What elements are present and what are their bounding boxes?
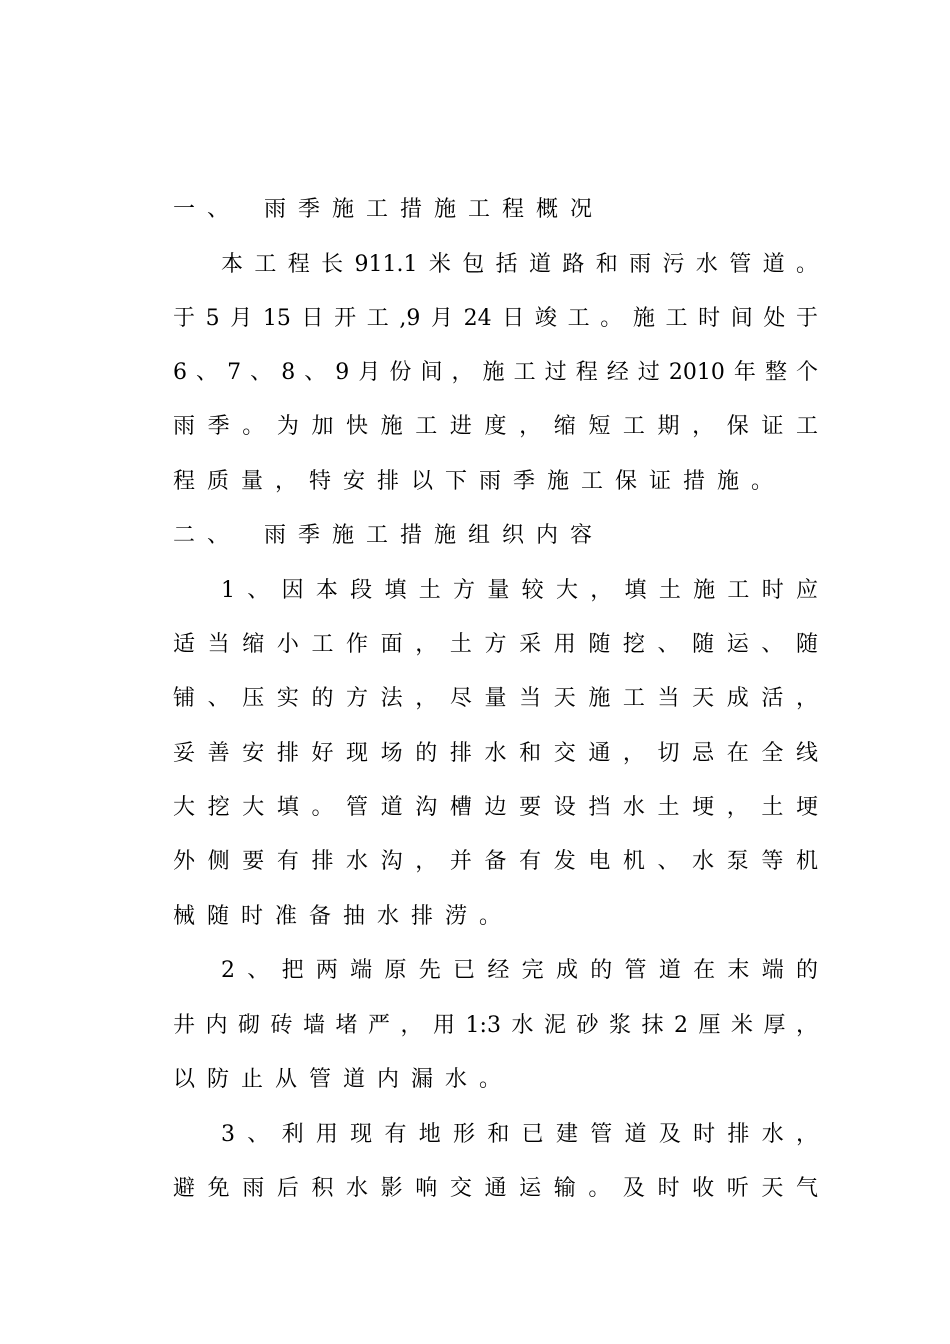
paragraph-line: 械随时准备抽水排涝。: [173, 904, 514, 929]
paragraph-line: 1、因本段填土方量较大，填土施工时应: [221, 578, 818, 603]
paragraph-line: 于5月15日开工,9月24日竣工。施工时间处于: [173, 306, 818, 331]
paragraph-line: 雨季。为加快施工进度，缩短工期，保证工: [173, 414, 818, 439]
paragraph-line: 避免雨后积水影响交通运输。及时收听天气: [173, 1176, 818, 1201]
paragraph-line: 程质量，特安排以下雨季施工保证措施。: [173, 469, 786, 494]
paragraph-line: 外侧要有排水沟，并备有发电机、水泵等机: [173, 849, 818, 874]
paragraph-line: 以防止从管道内漏水。: [173, 1067, 514, 1092]
paragraph-line: 2、把两端原先已经完成的管道在末端的: [221, 958, 818, 983]
paragraph-line: 井内砌砖墙堵严，用1:3水泥砂浆抹2厘米厚，: [173, 1013, 818, 1038]
paragraph-line: 本工程长911.1米包括道路和雨污水管道。: [221, 252, 818, 277]
paragraph-line: 大挖大填。管道沟槽边要设挡水土埂，土埂: [173, 795, 818, 820]
paragraph-line: 妥善安排好现场的排水和交通，切忌在全线: [173, 741, 818, 766]
paragraph-line: 6、7、8、9月份间，施工过程经过2010年整个: [173, 360, 818, 385]
section-heading-1: 一、 雨季施工措施工程概况: [173, 197, 605, 222]
paragraph-line: 3、利用现有地形和已建管道及时排水，: [221, 1122, 818, 1147]
paragraph-line: 适当缩小工作面，土方采用随挖、随运、随: [173, 632, 818, 657]
paragraph-line: 铺、压实的方法，尽量当天施工当天成活，: [173, 686, 818, 711]
section-heading-2: 二、 雨季施工措施组织内容: [173, 523, 605, 548]
